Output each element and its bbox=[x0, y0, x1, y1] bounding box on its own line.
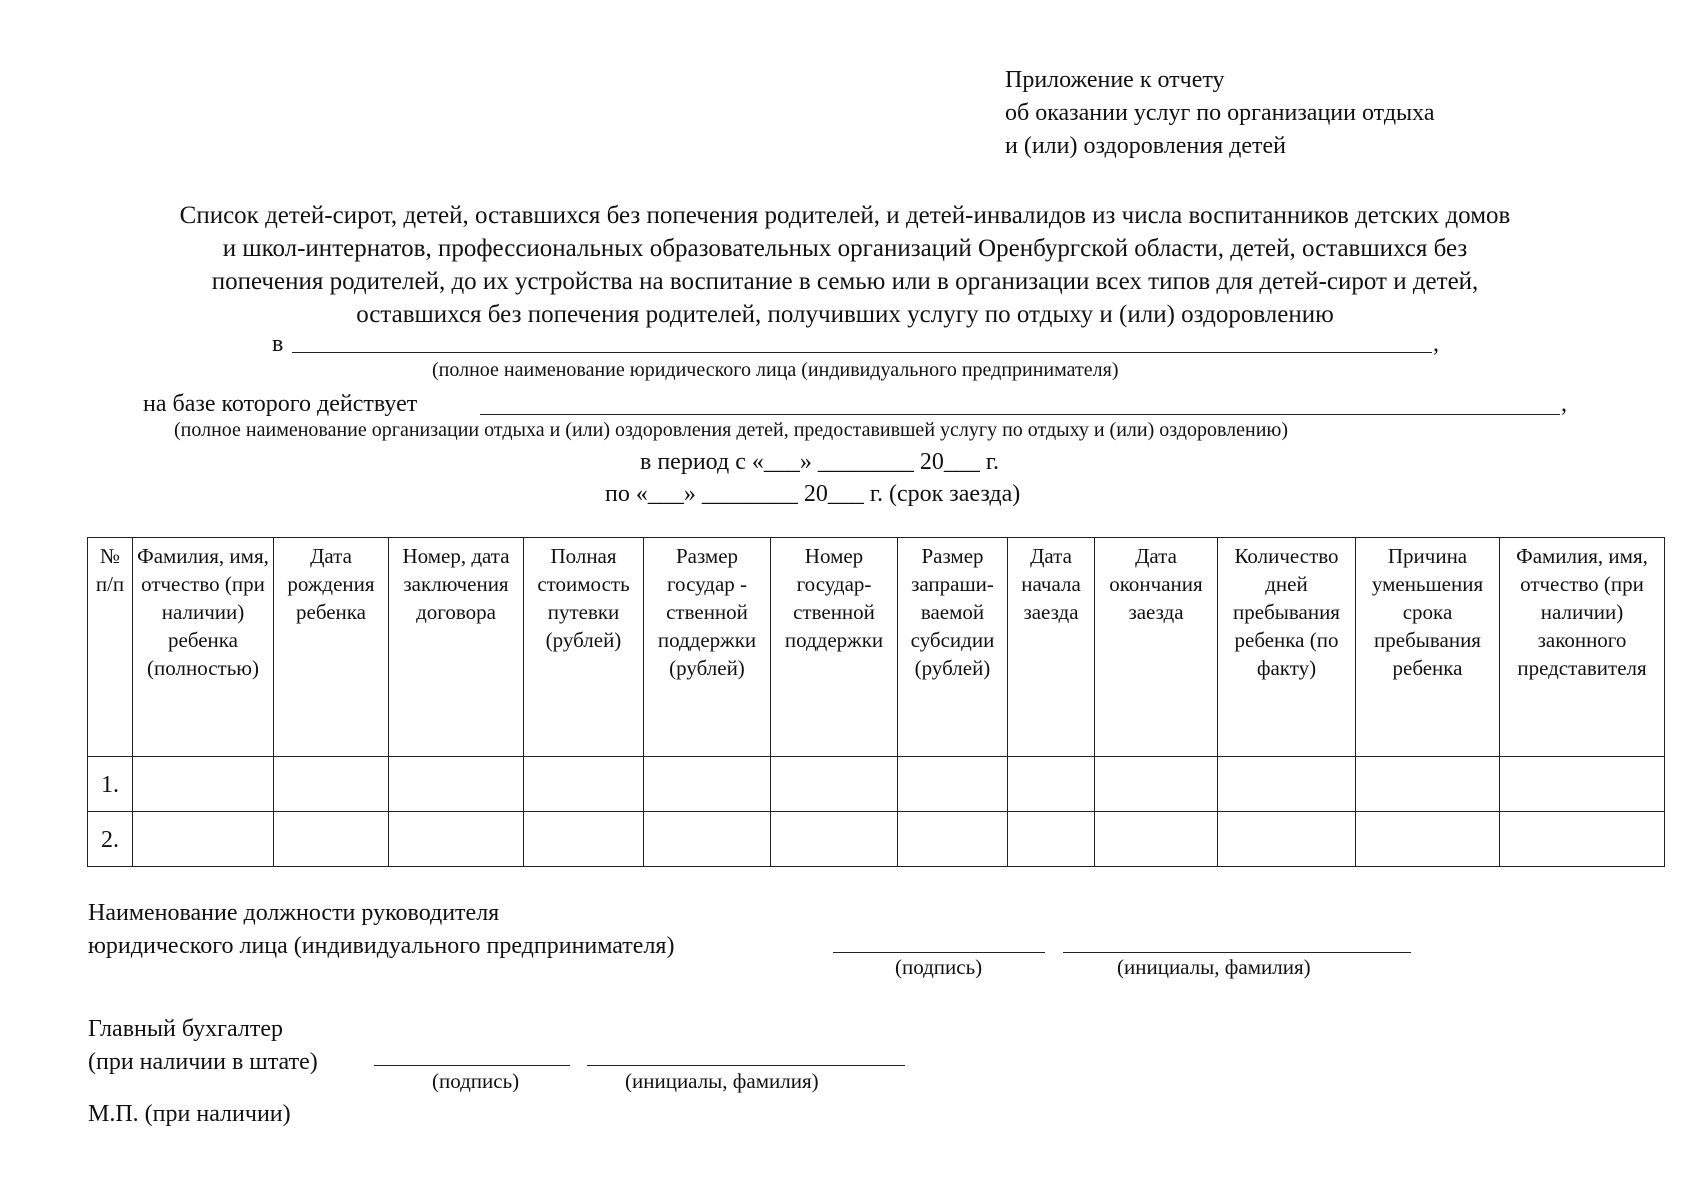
appendix-line-2: об оказании услуг по организации отдыха bbox=[1005, 100, 1435, 126]
header-state-support-number: Номер государ- ственной поддержки bbox=[771, 538, 898, 757]
appendix-line-3: и (или) оздоровления детей bbox=[1005, 133, 1286, 159]
header-child-name: Фамилия, имя, отчество (при наличии) ребенка (полностью) bbox=[133, 538, 274, 757]
director-name-caption: (инициалы, фамилия) bbox=[1117, 955, 1311, 979]
director-line-2: юридического лица (индивидуального предпринимателя) bbox=[88, 933, 675, 959]
table-cell[interactable] bbox=[133, 757, 274, 812]
director-signature-line[interactable] bbox=[833, 952, 1045, 953]
director-name-line[interactable] bbox=[1063, 952, 1411, 953]
entity-suffix: , bbox=[1433, 331, 1439, 357]
table-cell[interactable] bbox=[644, 812, 771, 867]
appendix-header bbox=[1005, 64, 1435, 163]
table-cell[interactable] bbox=[1218, 812, 1356, 867]
accountant-title bbox=[88, 1013, 318, 1079]
header-end-date: Дата окончания заезда bbox=[1095, 538, 1218, 757]
header-number: № п/п bbox=[88, 538, 133, 757]
table-row bbox=[88, 757, 1665, 812]
stamp-label: М.П. (при наличии) bbox=[88, 1101, 291, 1127]
table-header-row bbox=[88, 538, 1665, 757]
entity-prefix: в bbox=[272, 331, 284, 357]
table-row bbox=[88, 812, 1665, 867]
appendix-line-1: Приложение к отчету bbox=[1005, 67, 1225, 93]
table-cell[interactable] bbox=[1218, 757, 1356, 812]
table-cell[interactable] bbox=[133, 812, 274, 867]
header-reduction-reason: Причина уменьшения срока пребывания ребенка bbox=[1356, 538, 1500, 757]
title-line-2: и школ-интернатов, профессиональных образовательных организаций Оренбургской области, детей, оставшихся без bbox=[222, 235, 1468, 262]
period-from: в период с «___» ________ 20___ г. bbox=[640, 449, 999, 475]
table-cell[interactable] bbox=[524, 812, 644, 867]
header-contract: Номер, дата заключения договора bbox=[389, 538, 524, 757]
organization-caption: (полное наименование организации отдыха и (или) оздоровления детей, предоставившей услугу по отдыху и (или) оздоровлению) bbox=[174, 419, 1289, 441]
table-cell[interactable] bbox=[898, 757, 1008, 812]
table-cell[interactable] bbox=[389, 812, 524, 867]
director-title bbox=[88, 897, 674, 963]
document-title bbox=[60, 199, 1630, 331]
row-number: 2. bbox=[88, 812, 133, 867]
accountant-name-caption: (инициалы, фамилия) bbox=[625, 1069, 819, 1093]
accountant-name-line[interactable] bbox=[587, 1065, 905, 1066]
table-cell[interactable] bbox=[771, 812, 898, 867]
table-cell[interactable] bbox=[1356, 757, 1500, 812]
table-cell[interactable] bbox=[644, 757, 771, 812]
title-line-3: попечения родителей, до их устройства на воспитание в семью или в организации всех типов для детей-сирот и детей, bbox=[211, 268, 1479, 295]
entity-name-line[interactable] bbox=[292, 352, 1432, 353]
title-line-1: Список детей-сирот, детей, оставшихся без попечения родителей, и детей-инвалидов из числа воспитанников детских домов bbox=[179, 202, 1511, 229]
accountant-signature-line[interactable] bbox=[374, 1065, 570, 1066]
title-line-4: оставшихся без попечения родителей, получивших услугу по отдыху и (или) оздоровлению bbox=[356, 301, 1334, 328]
header-state-support-amount: Размер государ - ственной поддержки (рублей) bbox=[644, 538, 771, 757]
table-cell[interactable] bbox=[1095, 812, 1218, 867]
table-cell[interactable] bbox=[1356, 812, 1500, 867]
table-cell[interactable] bbox=[389, 757, 524, 812]
table-cell[interactable] bbox=[1008, 812, 1095, 867]
period-to: по «___» ________ 20___ г. (срок заезда) bbox=[605, 481, 1021, 507]
table-cell[interactable] bbox=[1500, 757, 1665, 812]
table-cell[interactable] bbox=[274, 757, 389, 812]
header-start-date: Дата начала заезда bbox=[1008, 538, 1095, 757]
header-guardian-name: Фамилия, имя, отчество (при наличии) законного представителя bbox=[1500, 538, 1665, 757]
accountant-line-2: (при наличии в штате) bbox=[88, 1049, 318, 1075]
accountant-signature-caption: (подпись) bbox=[432, 1069, 520, 1093]
header-subsidy-amount: Размер запраши- ваемой субсидии (рублей) bbox=[898, 538, 1008, 757]
accountant-line-1: Главный бухгалтер bbox=[88, 1016, 283, 1042]
table-cell[interactable] bbox=[1095, 757, 1218, 812]
table-cell[interactable] bbox=[898, 812, 1008, 867]
organization-name-line[interactable] bbox=[480, 414, 1560, 415]
table-cell[interactable] bbox=[771, 757, 898, 812]
entity-caption: (полное наименование юридического лица (индивидуального предпринимателя) bbox=[432, 359, 1119, 381]
header-days-count: Количество дней пребывания ребенка (по факту) bbox=[1218, 538, 1356, 757]
organization-prefix: на базе которого действует bbox=[143, 391, 418, 417]
director-signature-caption: (подпись) bbox=[895, 955, 983, 979]
header-voucher-cost: Полная стоимость путевки (рублей) bbox=[524, 538, 644, 757]
row-number: 1. bbox=[88, 757, 133, 812]
table-cell[interactable] bbox=[1500, 812, 1665, 867]
table-cell[interactable] bbox=[524, 757, 644, 812]
director-line-1: Наименование должности руководителя bbox=[88, 900, 500, 926]
table-cell[interactable] bbox=[274, 812, 389, 867]
header-birth-date: Дата рождения ребенка bbox=[274, 538, 389, 757]
organization-suffix: , bbox=[1561, 391, 1567, 417]
table-cell[interactable] bbox=[1008, 757, 1095, 812]
children-table bbox=[87, 537, 1665, 867]
